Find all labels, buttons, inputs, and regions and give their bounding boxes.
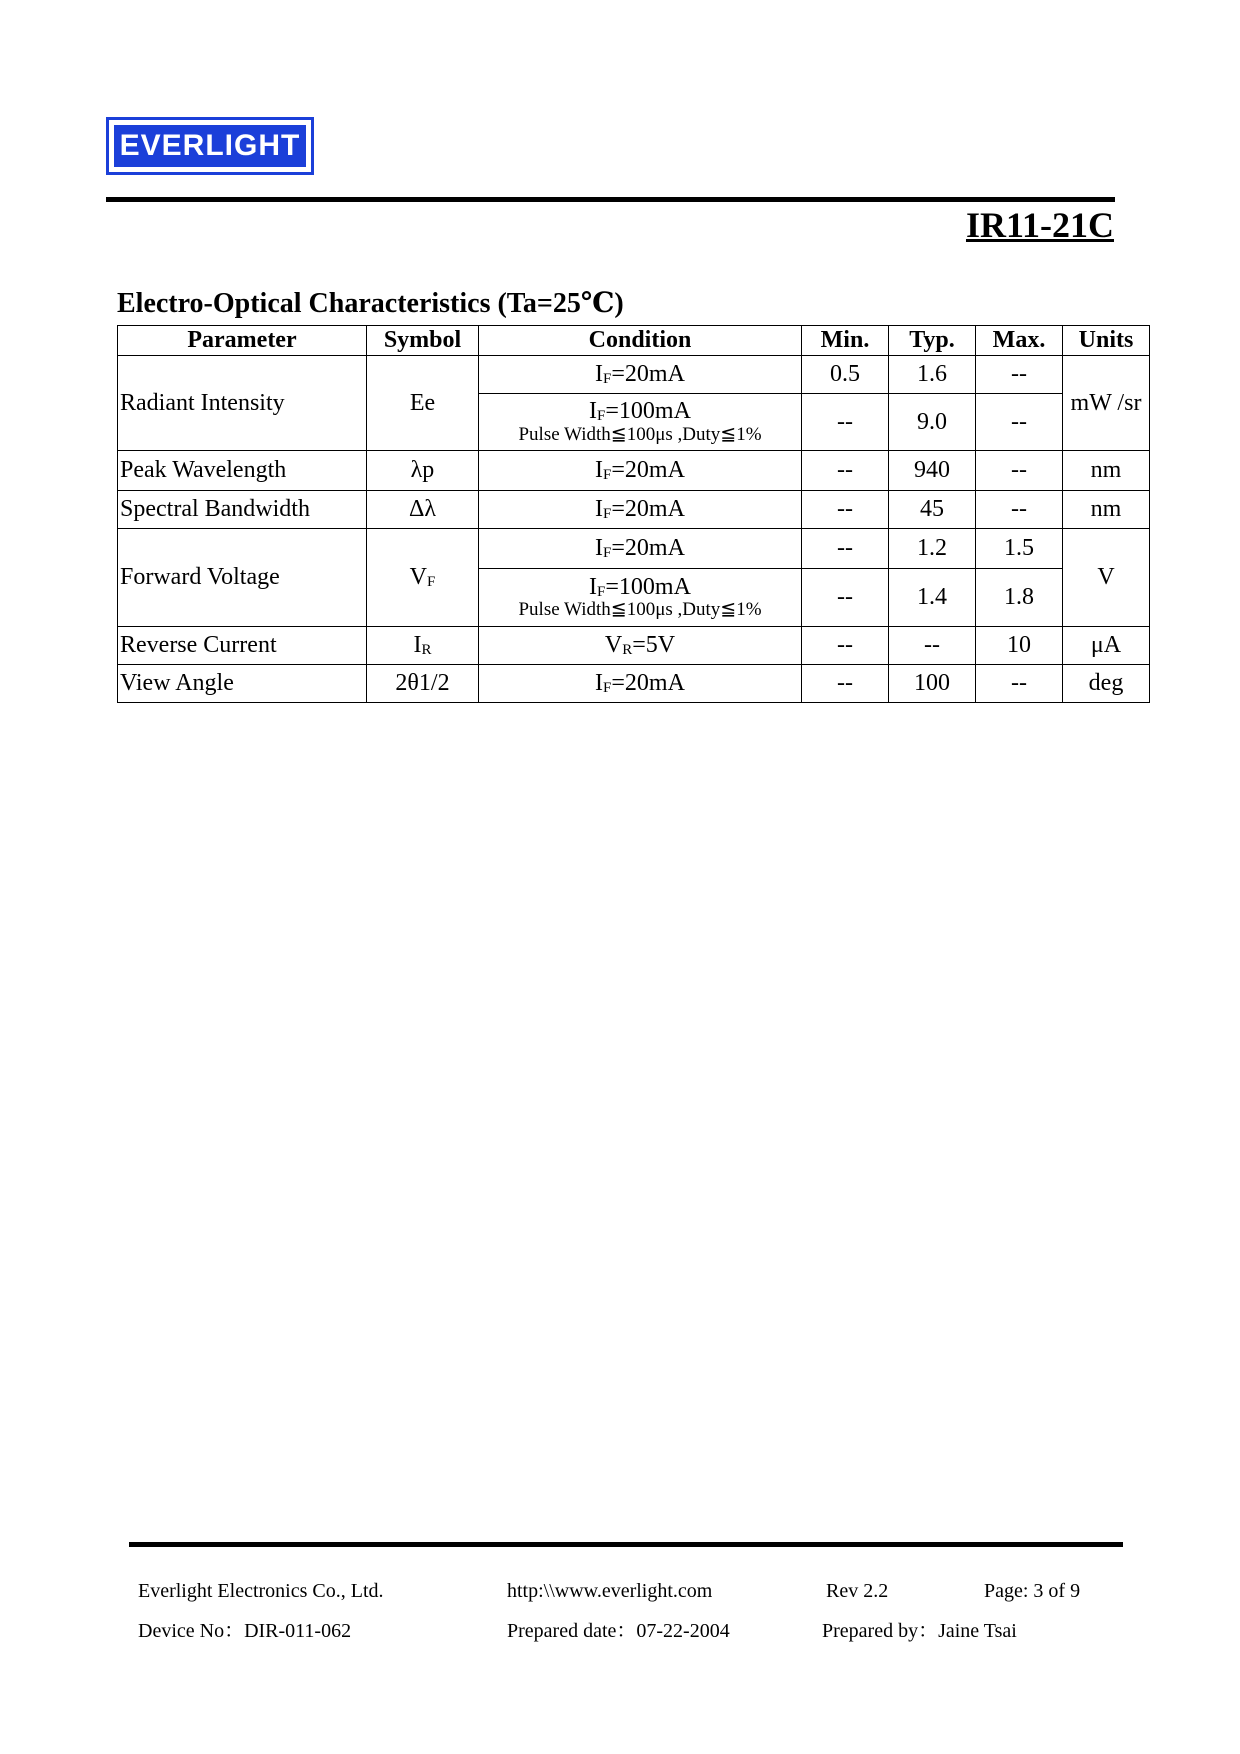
footer-url: http:\\www.everlight.com — [507, 1580, 713, 1602]
condition-cell: $I_F=20mA$ — [479, 529, 802, 569]
units-value: mW /sr — [1063, 356, 1150, 451]
min-value: -- — [802, 451, 889, 491]
condition-cell: $V_R=5V$ — [479, 627, 802, 665]
min-value: -- — [802, 627, 889, 665]
footer-device-no: Device No：DIR-011-062 — [138, 1620, 352, 1642]
units-value: deg — [1063, 665, 1150, 703]
footer-revision: Rev 2.2 — [826, 1580, 889, 1602]
param-reverse-current: Reverse Current — [118, 627, 367, 665]
units-value: nm — [1063, 451, 1150, 491]
header-typ: Typ. — [889, 326, 976, 356]
units-value: μA — [1063, 627, 1150, 665]
characteristics-table — [117, 325, 1150, 703]
condition-cell: $I_F=100mA$ Pulse Width≦100μs ,Duty≦1% — [479, 569, 802, 627]
logo-text: EVERLIGHT — [114, 125, 306, 167]
condition-note: Pulse Width≦100μs ,Duty≦1% — [518, 423, 762, 445]
max-value: 10 — [976, 627, 1063, 665]
header-units: Units — [1063, 326, 1150, 356]
table-row — [118, 491, 1150, 529]
typ-value: 1.2 — [889, 529, 976, 569]
condition-note: Pulse Width≦100μs ,Duty≦1% — [518, 599, 762, 621]
max-value: 1.8 — [976, 569, 1063, 627]
table-row — [118, 356, 1150, 394]
min-value: -- — [802, 569, 889, 627]
typ-value: 9.0 — [889, 394, 976, 451]
footer-prepared-by: Prepared by：Jaine Tsai — [822, 1620, 1017, 1642]
param-forward-voltage: Forward Voltage — [118, 529, 367, 627]
condition-cell: $I_F=20mA$ — [479, 451, 802, 491]
part-number: IR11-21C — [965, 205, 1114, 245]
typ-value: 1.6 — [889, 356, 976, 394]
table-header-row — [118, 326, 1150, 356]
max-value: -- — [976, 356, 1063, 394]
header-min: Min. — [802, 326, 889, 356]
section-title: Electro-Optical Characteristics (Ta=25℃) — [117, 288, 624, 319]
everlight-logo — [106, 117, 314, 175]
typ-value: 45 — [889, 491, 976, 529]
min-value: -- — [802, 665, 889, 703]
param-view-angle: View Angle — [118, 665, 367, 703]
min-value: -- — [802, 394, 889, 451]
param-spectral-bandwidth: Spectral Bandwidth — [118, 491, 367, 529]
table-row — [118, 665, 1150, 703]
units-value: nm — [1063, 491, 1150, 529]
typ-value: 940 — [889, 451, 976, 491]
symbol-ee: Ee — [367, 356, 479, 451]
param-radiant-intensity: Radiant Intensity — [118, 356, 367, 451]
units-value: V — [1063, 529, 1150, 627]
footer-prepared-date: Prepared date：07-22-2004 — [507, 1620, 730, 1642]
typ-value: 1.4 — [889, 569, 976, 627]
condition-cell: $I_F=20mA$ — [479, 665, 802, 703]
symbol-delta-lambda: Δλ — [367, 491, 479, 529]
footer-rule — [129, 1542, 1123, 1547]
condition-cell: $I_F=20mA$ — [479, 491, 802, 529]
max-value: -- — [976, 491, 1063, 529]
footer-company: Everlight Electronics Co., Ltd. — [138, 1580, 384, 1602]
symbol-ir: $I_R$ — [367, 627, 479, 665]
header-condition: Condition — [479, 326, 802, 356]
header-parameter: Parameter — [118, 326, 367, 356]
min-value: -- — [802, 491, 889, 529]
min-value: 0.5 — [802, 356, 889, 394]
condition-cell: $I_F=20mA$ — [479, 356, 802, 394]
header-symbol: Symbol — [367, 326, 479, 356]
symbol-2theta: 2θ1/2 — [367, 665, 479, 703]
table-row — [118, 451, 1150, 491]
header-rule — [106, 197, 1115, 202]
max-value: -- — [976, 665, 1063, 703]
max-value: -- — [976, 451, 1063, 491]
condition-cell: $I_F=100mA$ Pulse Width≦100μs ,Duty≦1% — [479, 394, 802, 451]
header-max: Max. — [976, 326, 1063, 356]
symbol-vf: $V_F$ — [367, 529, 479, 627]
max-value: -- — [976, 394, 1063, 451]
min-value: -- — [802, 529, 889, 569]
max-value: 1.5 — [976, 529, 1063, 569]
footer-page: Page: 3 of 9 — [984, 1580, 1081, 1602]
table-row — [118, 627, 1150, 665]
table-row — [118, 529, 1150, 569]
param-peak-wavelength: Peak Wavelength — [118, 451, 367, 491]
typ-value: -- — [889, 627, 976, 665]
symbol-lambda-p: λp — [367, 451, 479, 491]
typ-value: 100 — [889, 665, 976, 703]
